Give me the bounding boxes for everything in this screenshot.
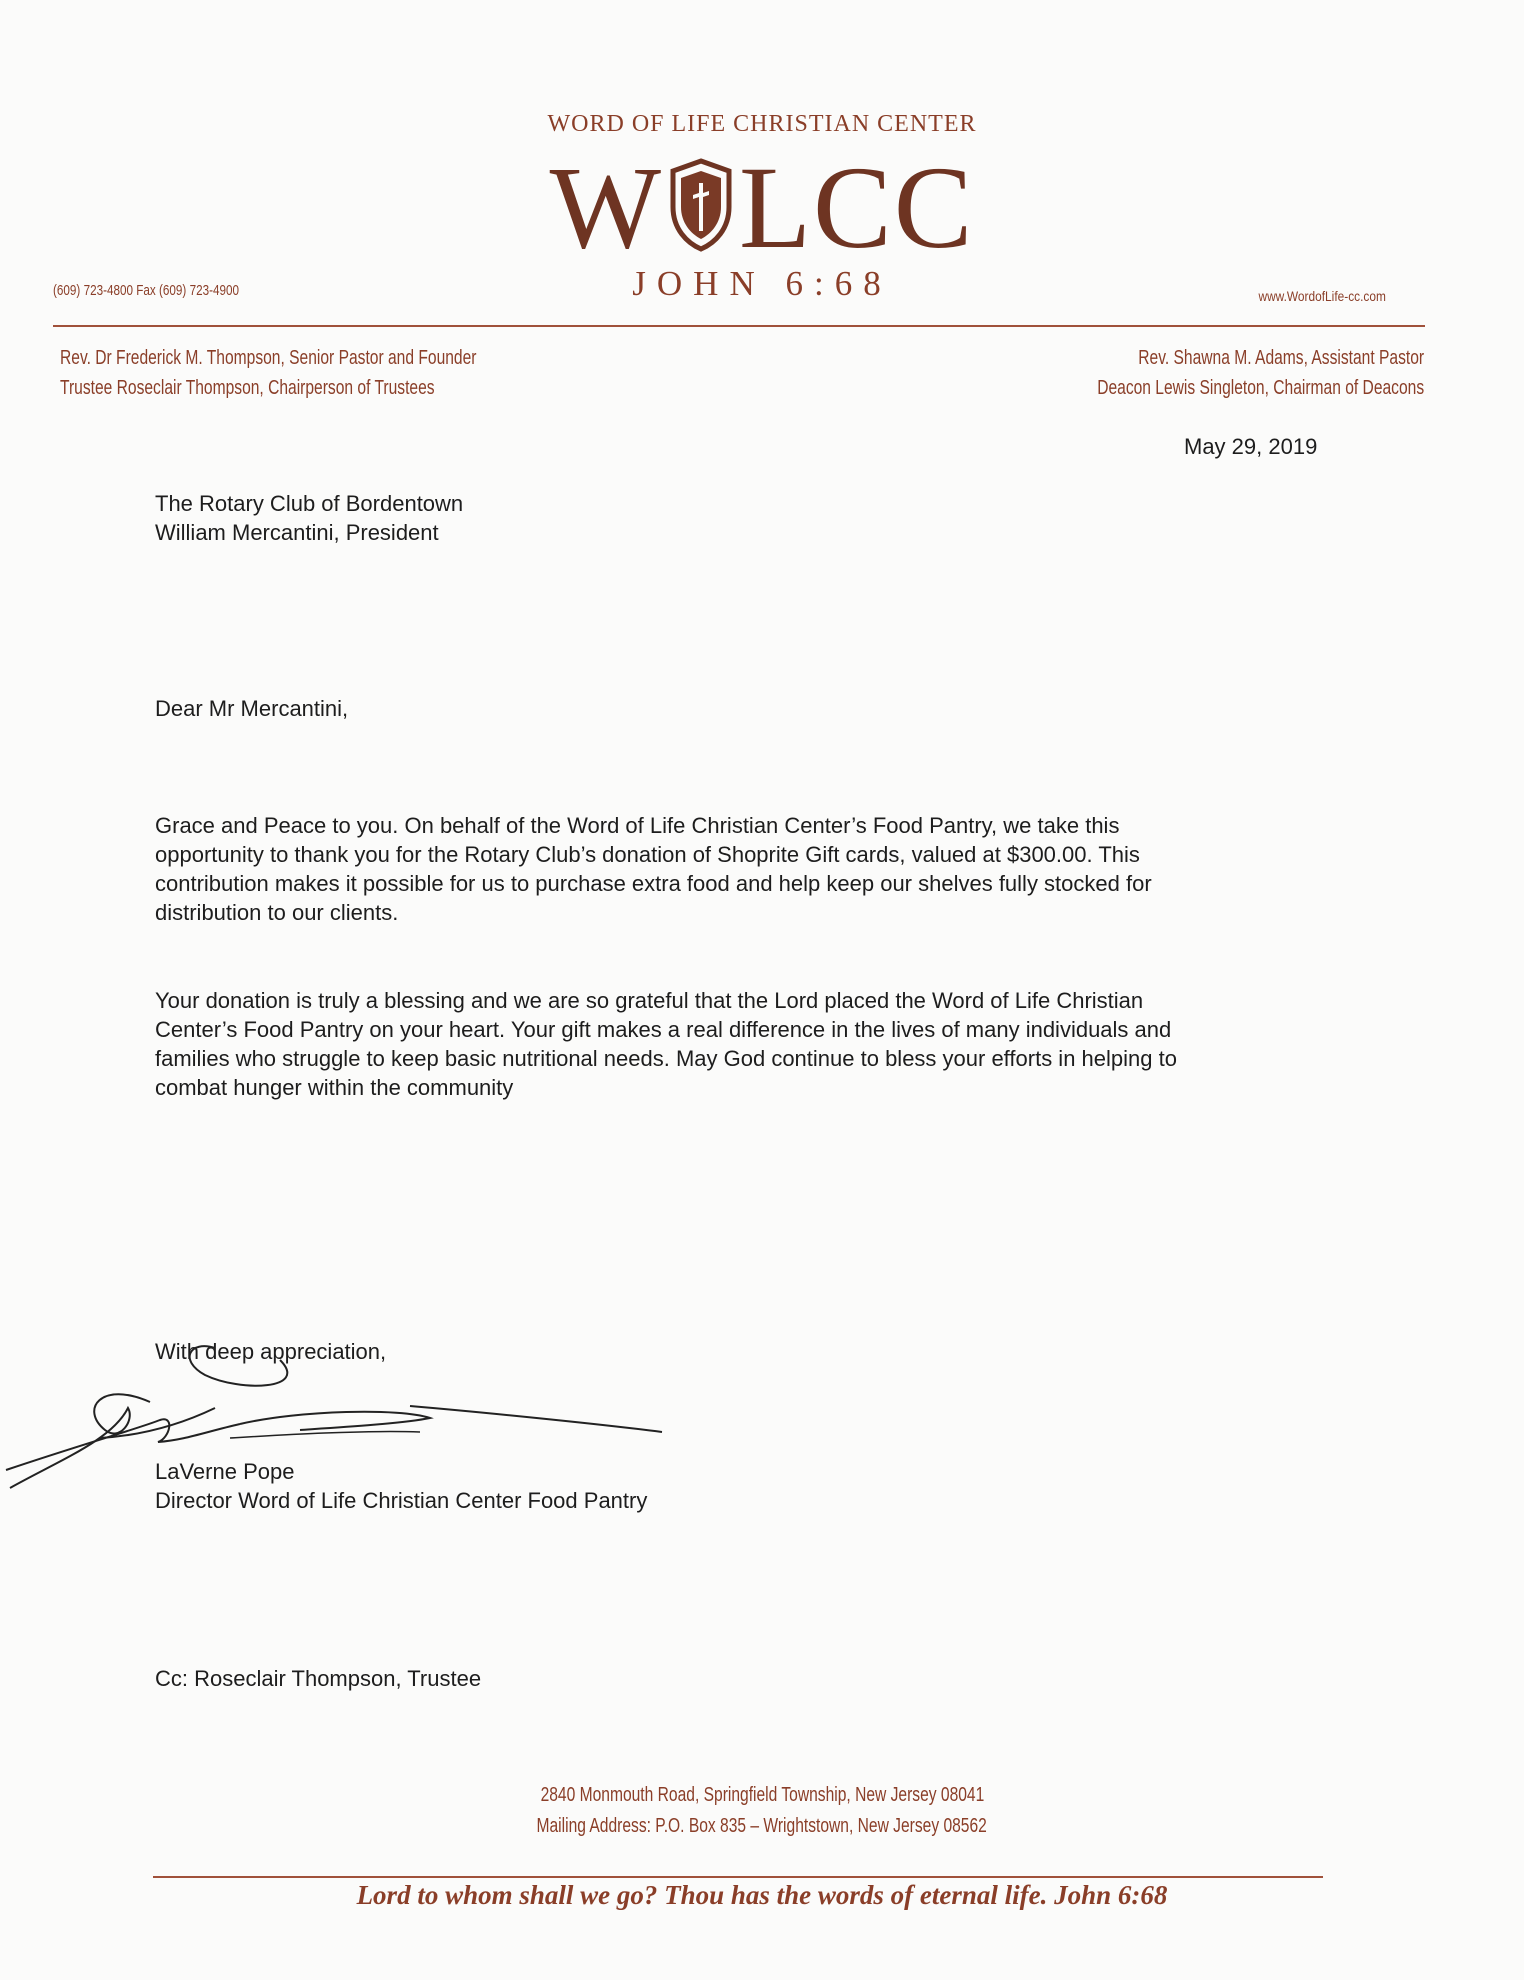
logo-letters-lcc: LCC xyxy=(738,142,975,273)
signer-name: LaVerne Pope xyxy=(155,1459,295,1484)
footer-divider xyxy=(153,1876,1323,1878)
logo-verse-reference: JOHN 6:68 xyxy=(632,264,892,303)
header-divider xyxy=(53,325,1425,327)
street-address: 2840 Monmouth Road, Springfield Township, New Jersey 08041 xyxy=(540,1784,984,1806)
footer-address-block xyxy=(0,1780,1524,1842)
carbon-copy: Cc: Roseclair Thompson, Trustee xyxy=(155,1666,482,1691)
organization-name: WORD OF LIFE CHRISTIAN CENTER xyxy=(547,111,977,137)
paragraph-line: Grace and Peace to you. On behalf of the Word of Life Christian Center’s Food Pantry, we take this xyxy=(155,813,1120,838)
footer-verse: Lord to whom shall we go? Thou has the words of eternal life. John 6:68 xyxy=(356,1880,1168,1910)
paragraph-line: distribution to our clients. xyxy=(155,900,399,925)
mailing-address: Mailing Address: P.O. Box 835 – Wrightstown, New Jersey 08562 xyxy=(536,1815,988,1837)
paragraph-line: opportunity to thank you for the Rotary Club’s donation of Shoprite Gift cards, valued at $300.00. This xyxy=(155,842,1140,867)
staff-assistant-pastor: Rev. Shawna M. Adams, Assistant Pastor xyxy=(1138,347,1424,369)
shield-icon xyxy=(669,157,733,253)
staff-senior-pastor: Rev. Dr Frederick M. Thompson, Senior Pastor and Founder xyxy=(60,347,477,369)
paragraph-line: families who struggle to keep basic nutritional needs. May God continue to bless your efforts in helping to xyxy=(155,1046,1177,1071)
logo-letter-w: W xyxy=(549,142,663,273)
recipient-address xyxy=(155,489,463,547)
letter-date: May 29, 2019 xyxy=(1184,434,1318,459)
signer-title: Director Word of Life Christian Center Food Pantry xyxy=(155,1488,648,1513)
paragraph-line: combat hunger within the community xyxy=(155,1075,514,1100)
recipient-org: The Rotary Club of Bordentown xyxy=(155,491,464,516)
salutation: Dear Mr Mercantini, xyxy=(155,696,349,721)
paragraph-line: contribution makes it possible for us to purchase extra food and help keep our shelves fully stocked for xyxy=(155,871,1152,896)
staff-deacon-chair: Deacon Lewis Singleton, Chairman of Deacons xyxy=(1097,377,1424,399)
paragraph-line: Your donation is truly a blessing and we are so grateful that the Lord placed the Word of Life Christian xyxy=(155,988,1144,1013)
paragraph-line: Center’s Food Pantry on your heart. Your gift makes a real difference in the lives of many individuals and xyxy=(155,1017,1172,1042)
staff-trustee-chair: Trustee Roseclair Thompson, Chairperson of Trustees xyxy=(60,377,435,399)
body-paragraph-2 xyxy=(155,986,1345,1102)
phone-fax: (609) 723-4800 Fax (609) 723-4900 xyxy=(53,282,240,299)
recipient-person: William Mercantini, President xyxy=(155,520,439,545)
wolcc-logo xyxy=(0,142,1524,273)
closing: With deep appreciation, xyxy=(155,1339,387,1364)
website-link[interactable]: www.WordofLife-cc.com xyxy=(1258,288,1386,304)
staff-list-left xyxy=(60,343,476,403)
body-paragraph-1 xyxy=(155,811,1345,927)
signer-block xyxy=(155,1457,647,1515)
staff-list-right xyxy=(1097,343,1424,403)
